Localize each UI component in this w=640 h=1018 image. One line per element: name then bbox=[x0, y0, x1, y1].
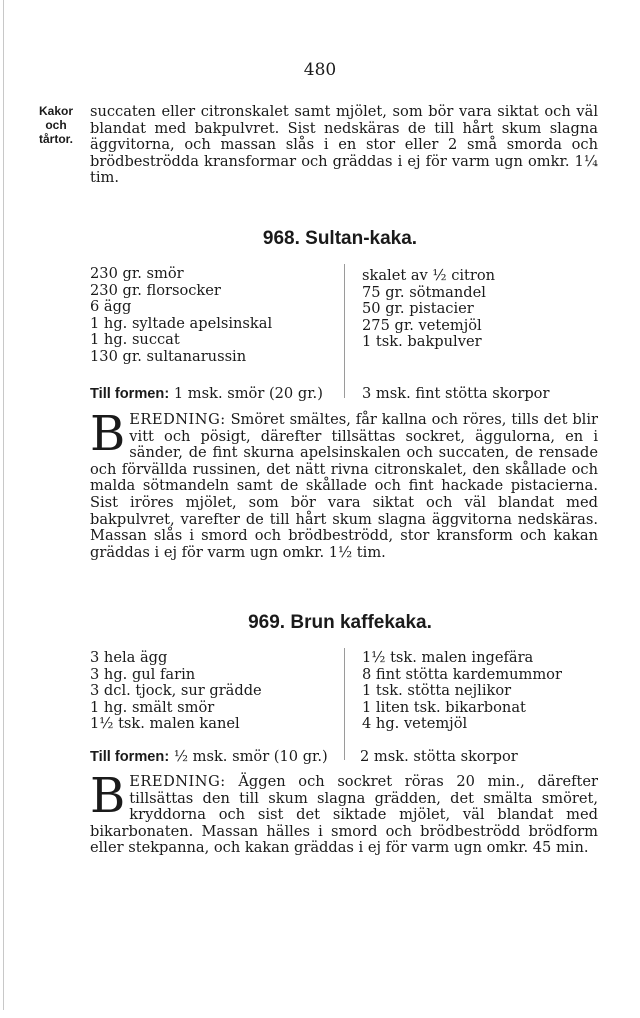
ingredient: 230 gr. florsocker bbox=[90, 281, 221, 299]
ingredient: 50 gr. pistacier bbox=[362, 300, 474, 318]
page-number: 480 bbox=[303, 60, 337, 80]
ingredient: 130 gr. sultanarussin bbox=[90, 347, 247, 365]
ingredients-right-969 bbox=[362, 650, 562, 733]
ingredient: 75 gr. sötmandel bbox=[362, 283, 486, 301]
margin-note: Kakor och tårtor. bbox=[38, 104, 73, 146]
method-968 bbox=[90, 406, 598, 561]
ingredient: 4 hg. vetemjöl bbox=[362, 715, 468, 733]
ingredient: 1 hg. smält smör bbox=[90, 698, 215, 716]
ingredient: 1 liten tsk. bikarbonat bbox=[362, 698, 526, 716]
page-edge-line bbox=[3, 0, 4, 1010]
ingredients-left-969 bbox=[90, 650, 262, 733]
recipe-title: Sultan-kaka. bbox=[305, 228, 418, 249]
method-lead: EREDNING: bbox=[129, 411, 226, 428]
column-divider bbox=[344, 648, 345, 760]
ingredient: 1 tsk. stötta nejlikor bbox=[362, 682, 512, 700]
recipe-number: 968. bbox=[262, 228, 300, 249]
form-label: Till formen: bbox=[90, 749, 170, 765]
form-left: 1 msk. smör (20 gr.) bbox=[173, 385, 323, 402]
method-lead: EREDNING: bbox=[129, 773, 226, 790]
ingredient: 3 hela ägg bbox=[90, 649, 168, 666]
ingredient: skalet av ½ citron bbox=[362, 267, 496, 284]
ingredient: 1 hg. syltade apelsinskal bbox=[90, 314, 273, 332]
method-text: Smöret smältes, får kallna och röres, tills det blir vitt och pösigt, därefter tillsättas sockret, äggulorna, en i sänder, de fint skurna apelsinskalen och succaten, de rensade och förvällda russinen, det nätt rivna citronskalet, den skållade och malda sötmandeln samt de skållade och fint hackade pistacierna. Sist iröres mjölet, som bör vara siktat och väl blandat med bakpulvret, varefter de till hårt skum slagna äggvitorna nedskäras. Massan slås i smord och brödbeströdd, stor kransform och kakan gräddas i ej för varm ugn omkr. 1½ tim. bbox=[90, 411, 598, 561]
ingredient: 1½ tsk. malen kanel bbox=[90, 715, 240, 733]
form-right: 2 msk. stötta skorpor bbox=[360, 748, 518, 765]
recipe-heading-968 bbox=[0, 228, 640, 250]
ingredient: 3 hg. gul farin bbox=[90, 665, 196, 683]
ingredient: 6 ägg bbox=[90, 298, 132, 316]
ingredient: 8 fint stötta kardemummor bbox=[362, 665, 562, 683]
ingredient: 230 gr. smör bbox=[90, 265, 184, 282]
intro-paragraph: succaten eller citronskalet samt mjölet, som bör vara siktat och väl blandat med bakpulvret. Sist nedskäras de till hårt skum slagna äggvitorna, och massan slås i en stor eller 2 små smorda och brödbeströdda kransformar och gräddas i ej för varm ugn omkr. 1¼ tim. bbox=[90, 103, 598, 187]
drop-cap: B bbox=[90, 406, 126, 462]
ingredient: 1 hg. succat bbox=[90, 331, 180, 349]
method-text: Äggen och sockret röras 20 min., därefter tillsättas den till skum slagna grädden, det smälta smöret, kryddorna och sist det siktade mjölet, väl blandat med bikarbonaten. Massan hälles i smord och brödbeströdd brödform eller stekpanna, och kakan gräddas i ej för varm ugn omkr. 45 min. bbox=[90, 773, 599, 857]
ingredient: 1 tsk. bakpulver bbox=[362, 333, 482, 351]
recipe-heading-969 bbox=[0, 612, 640, 634]
form-line-968 bbox=[90, 385, 610, 402]
ingredient: 275 gr. vetemjöl bbox=[362, 316, 482, 334]
method-969 bbox=[90, 768, 599, 857]
recipe-number: 969. bbox=[248, 612, 286, 633]
ingredient: 1½ tsk. malen ingefära bbox=[362, 649, 534, 666]
form-left: ½ msk. smör (10 gr.) bbox=[173, 748, 328, 765]
ingredients-right-968 bbox=[362, 268, 495, 351]
ingredient: 3 dcl. tjock, sur grädde bbox=[90, 682, 262, 700]
drop-cap: B bbox=[90, 768, 126, 824]
ingredients-left-968 bbox=[90, 266, 272, 366]
column-divider bbox=[344, 264, 345, 398]
form-right: 3 msk. fint stötta skorpor bbox=[362, 385, 550, 402]
form-line-969 bbox=[90, 748, 610, 765]
recipe-title: Brun kaffekaka. bbox=[290, 612, 432, 633]
form-label: Till formen: bbox=[90, 386, 170, 402]
